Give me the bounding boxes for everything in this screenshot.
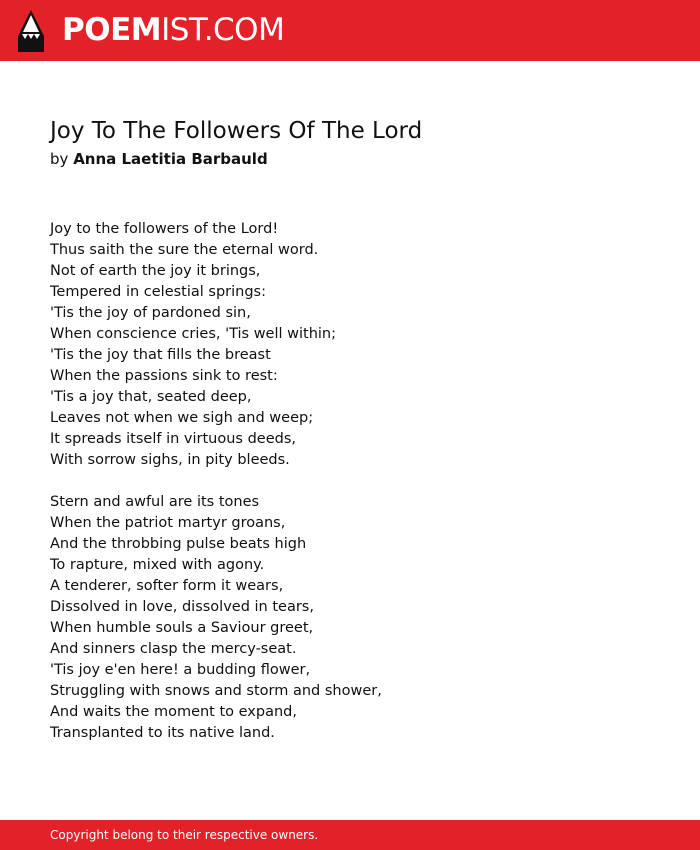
logo-text-strong: POEM — [62, 12, 162, 48]
pencil-tip-icon[interactable] — [18, 10, 44, 52]
poem-line: 'Tis joy e'en here! a budding flower, — [50, 662, 311, 678]
poem-line: A tenderer, softer form it wears, — [50, 578, 284, 594]
poem-line: It spreads itself in virtuous deeds, — [50, 431, 296, 447]
stanza — [50, 219, 670, 471]
poem-line: Transplanted to its native land. — [50, 725, 275, 741]
poem-line: Not of earth the joy it brings, — [50, 263, 261, 279]
poem-line: Leaves not when we sigh and weep; — [50, 410, 314, 426]
logo-text-light: IST.COM — [161, 12, 285, 48]
poem-line: When conscience cries, 'Tis well within; — [50, 326, 337, 342]
poem-line: When the patriot martyr groans, — [50, 515, 286, 531]
stanza — [50, 492, 670, 744]
poem-line: 'Tis the joy that fills the breast — [50, 347, 271, 363]
poem-line: Tempered in celestial springs: — [50, 284, 266, 300]
site-footer — [0, 820, 700, 850]
byline — [50, 149, 268, 169]
poem-line: When humble souls a Saviour greet, — [50, 620, 314, 636]
poem-title: Joy To The Followers Of The Lord — [50, 118, 423, 144]
poem-line: 'Tis a joy that, seated deep, — [50, 389, 252, 405]
by-label: by — [50, 150, 69, 168]
poem-line: Struggling with snows and storm and shower, — [50, 683, 382, 699]
poem-line: And the throbbing pulse beats high — [50, 536, 307, 552]
poem-line: Dissolved in love, dissolved in tears, — [50, 599, 314, 615]
poem-line: And sinners clasp the mercy-seat. — [50, 641, 297, 657]
copyright-text: Copyright belong to their respective owners. — [50, 828, 319, 842]
poem-line: 'Tis the joy of pardoned sin, — [50, 305, 251, 321]
poem-line: And waits the moment to expand, — [50, 704, 297, 720]
site-logo[interactable] — [62, 12, 284, 48]
poem-line: With sorrow sighs, in pity bleeds. — [50, 452, 290, 468]
poem-line: Thus saith the sure the eternal word. — [50, 242, 319, 258]
author-name: Anna Laetitia Barbauld — [73, 150, 268, 168]
poem-line: To rapture, mixed with agony. — [50, 557, 265, 573]
site-header — [0, 0, 700, 61]
poem-line: Joy to the followers of the Lord! — [50, 221, 279, 237]
poem-line: Stern and awful are its tones — [50, 494, 260, 510]
poem-line: When the passions sink to rest: — [50, 368, 278, 384]
poem-body — [50, 219, 670, 765]
